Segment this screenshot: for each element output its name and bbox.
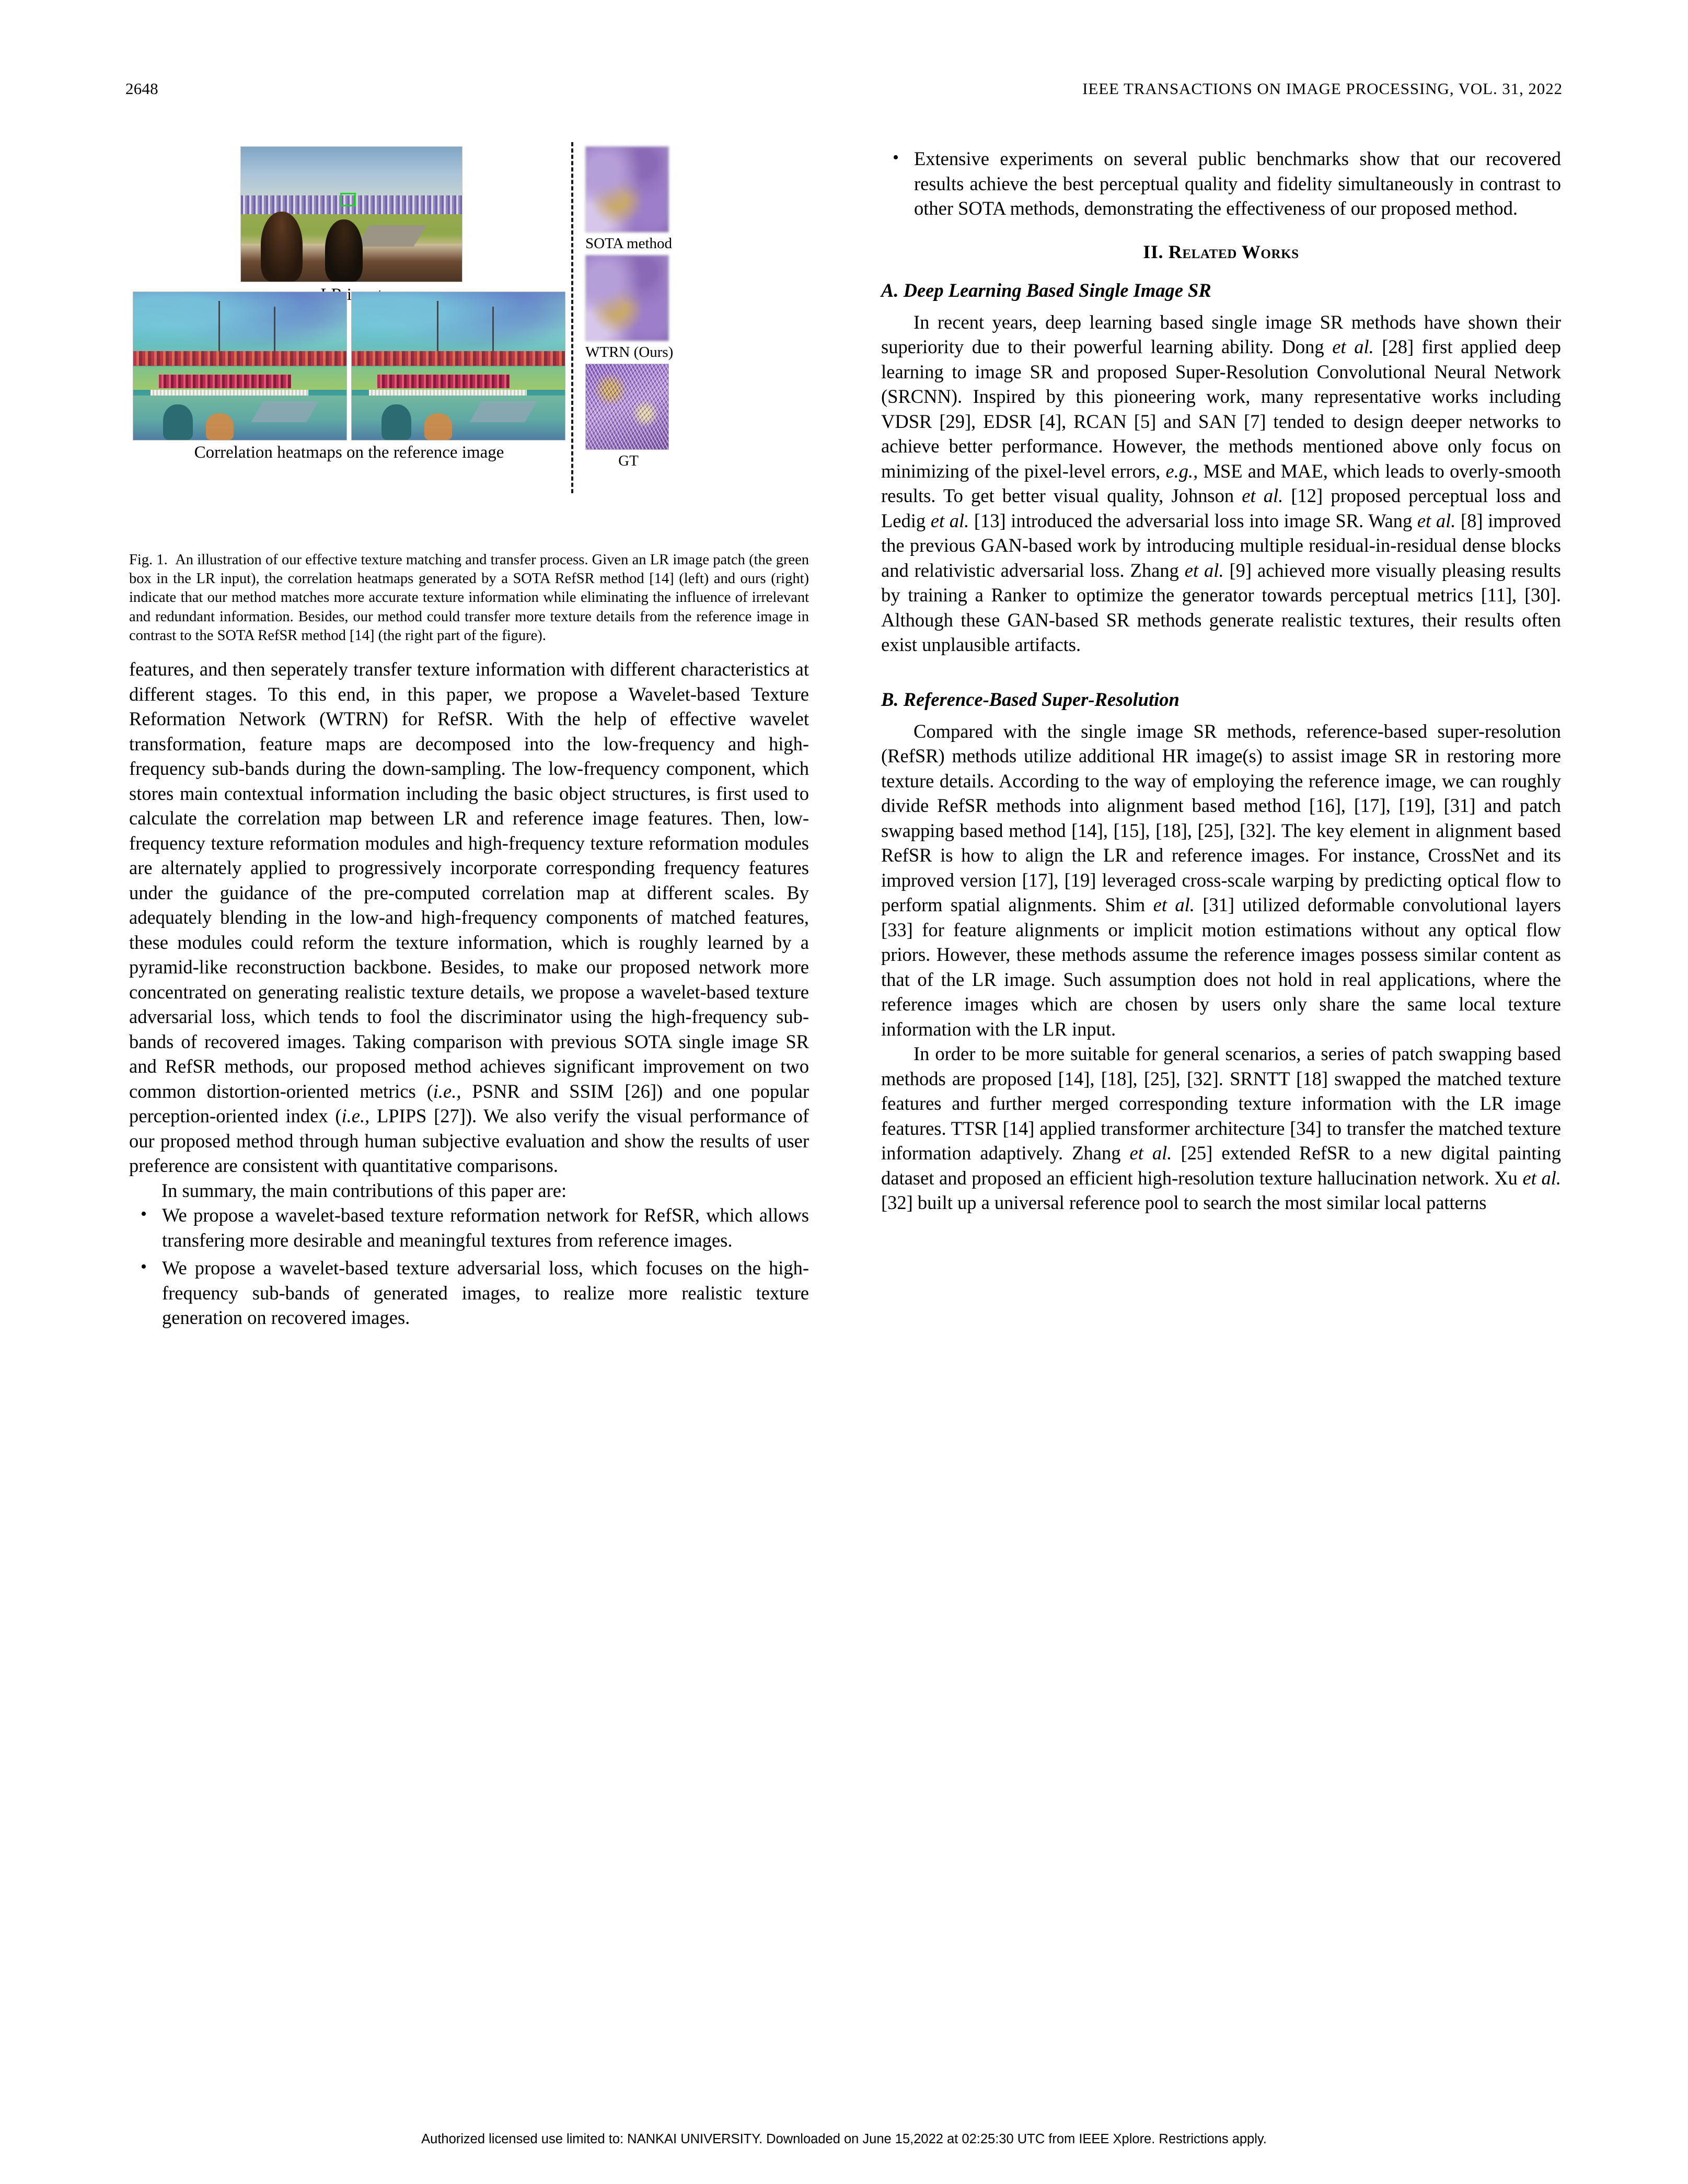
contribution-text: We propose a wavelet-based texture adversarial loss, which focuses on the high-frequency sub-bands of generated images, to realize more realistic texture generation on recovered images. [162, 1257, 809, 1329]
para-part-7: [9] achieved more visually pleasing results by training a Ranker to optimize the generator towards perceptual metrics [11], [30]. Although these GAN-based SR methods generate realistic textures, their results often exist unplausible artifacts. [881, 559, 1562, 655]
heatmap-diagonal-marking [251, 401, 318, 422]
heatmap-ours [351, 292, 565, 440]
figure-divider [571, 142, 573, 493]
left-column [129, 146, 809, 1333]
et-al-3: et al. [930, 509, 969, 531]
right-column [881, 146, 1561, 1333]
patch-sota-label: SOTA method [585, 235, 673, 252]
para-part-3: MSE and MAE, which leads to overly-smooth results. To get better visual quality, Johnson [881, 460, 1561, 506]
heatmap-mast-left [437, 301, 438, 351]
et-al-2: et al. [1242, 485, 1284, 506]
et-al-1: et al. [1332, 336, 1374, 357]
para-part-3: LPIPS [27]). We also verify the visual performance of our proposed method through human subjective evaluation and show the results of user preference are consistent with quantitative comparisons. [129, 1105, 810, 1177]
section-title: Related Works [1168, 241, 1299, 262]
eg-abbrev: e.g., [1165, 460, 1198, 482]
green-patch-box [340, 193, 355, 207]
list-item [881, 146, 1561, 221]
figure-1-caption-text: An illustration of our effective texture matching and transfer process. Given an LR image patch (the green box in the LR input), the correlation heatmaps generated by a SOTA RefSR method [14] (left) and ours (right) indicate that our method matches more accurate texture information while eliminating the influence of irrelevant and redundant information. Besides, our method could transfer more texture details from the reference image in contrast to the SOTA RefSR method [14] (the right part of the figure). [129, 552, 809, 644]
lr-foreground-person-right [325, 219, 363, 282]
patch-gt-label: GT [618, 452, 639, 469]
left-paragraph-continued [129, 657, 809, 1178]
patch-wtrn-ours [585, 255, 669, 341]
contributions-list-continued [881, 146, 1561, 221]
two-column-body [129, 146, 1561, 1333]
figure-patch-column [585, 146, 672, 472]
heatmap-mast-right [274, 307, 275, 351]
para-part-2: [28] first applied deep learning to image SR and proposed Super-Resolution Convolutional Neural Network (SRCNN). Inspired by this pioneering work, many representative works including VDSR [29], EDSR [4], RCAN [5] and SAN [7] tended to design deeper networks to achieve better performance. However, the methods mentioned above only focus on minimizing of the pixel-level errors, [881, 336, 1561, 482]
left-paragraph-summary: In summary, the main contributions of this paper are: [161, 1179, 567, 1201]
et-al-5: et al. [1184, 559, 1224, 581]
et-al-1: et al. [1153, 894, 1195, 915]
journal-title: IEEE TRANSACTIONS ON IMAGE PROCESSING, VOL. 31, 2022 [1082, 79, 1563, 98]
heatmap-sota [133, 292, 347, 440]
heatmap-person-right [424, 413, 452, 440]
subsection-a-paragraph [881, 310, 1561, 657]
contributions-list [129, 1203, 809, 1330]
figure-1-caption [129, 551, 809, 645]
para-part-2: [31] utilized deformable convolutional layers [33] for feature alignments or implicit motion estimations without any optical flow priors. However, these methods assume the reference images possess similar content as that of the LR image. Such assumption does not hold in real applications, where the reference images which are chosen by users only share the same local texture information with the LR input. [881, 894, 1561, 1040]
heatmap-sky [352, 292, 565, 358]
ie-abbrev-1: i.e., [433, 1080, 461, 1102]
ie-abbrev-2: i.e., [341, 1105, 370, 1127]
page-number: 2648 [125, 79, 158, 98]
patch-ground-truth [585, 364, 669, 450]
figure-1-graphic [129, 146, 809, 543]
para-part-1: In recent years, deep learning based single image SR methods have shown their superiority due to their powerful learning ability. Dong [881, 311, 1561, 357]
et-al-3: et al. [1522, 1167, 1562, 1189]
et-al-4: et al. [1417, 509, 1456, 531]
bullet-icon: • [141, 1257, 147, 1277]
heatmap-sky [133, 292, 346, 358]
para-part-3: [32] built up a universal reference pool to search the most similar local patterns [881, 1192, 1487, 1213]
running-head [125, 79, 1563, 98]
contribution-text: We propose a wavelet-based texture reformation network for RefSR, which allows transfering more desirable and meaningful textures from reference images. [162, 1204, 809, 1251]
heatmap-diagonal-marking [469, 401, 537, 422]
patch-sota-method [585, 146, 669, 233]
subsection-b-paragraph-2 [881, 1041, 1561, 1215]
para-part-1: Compared with the single image SR methods, reference-based super-resolution (RefSR) methods utilize additional HR image(s) to assist image SR in restoring more texture details. According to the way of employing the reference image, we can roughly divide RefSR methods into alignment based method [16], [17], [19], [31] and patch swapping based method [14], [15], [18], [25], [32]. The key element in alignment based RefSR is how to align the LR and reference images. For instance, CrossNet and its improved version [17], [19] leveraged cross-scale warping by predicting optical flow to perform spatial alignments. Shim [881, 720, 1561, 915]
subsection-b-paragraph-1 [881, 719, 1561, 1042]
heatmap-crowd-red [377, 375, 510, 388]
heatmap-red-band [352, 351, 565, 366]
et-al-2: et al. [1129, 1142, 1172, 1164]
list-item [129, 1203, 809, 1252]
lr-foreground-person-left [261, 212, 303, 282]
heatmap-red-band [133, 351, 346, 366]
section-heading-related-works [881, 241, 1561, 263]
para-part-6: [8] improved the previous GAN-based work by introducing multiple residual-in-residual dense blocks and relativistic adversarial loss. Zhang [881, 509, 1562, 581]
heatmap-person-left [381, 404, 411, 440]
para-part-2: PSNR and SSIM [26]) and one popular perception-oriented index ( [129, 1080, 809, 1127]
contribution-text: Extensive experiments on several public benchmarks show that our recovered results achieve the best perceptual quality and fidelity simultaneously in contrast to other SOTA methods, demonstrating the effectiveness of our proposed method. [914, 148, 1561, 219]
heatmap-mast-left [218, 301, 220, 351]
subsection-heading-a: A. Deep Learning Based Single Image SR [881, 279, 1211, 301]
figure-1 [129, 146, 809, 645]
subsection-heading-b: B. Reference-Based Super-Resolution [881, 688, 1180, 710]
list-item [129, 1256, 809, 1330]
bullet-icon: • [141, 1204, 147, 1224]
lr-input-image [240, 146, 463, 282]
para-part-1: In order to be more suitable for general scenarios, a series of patch swapping based methods are proposed [14], [18], [25], [32]. SRNTT [18] swapped the matched texture features and further merged corresponding texture information with the LR image features. TTSR [14] applied transformer architecture [34] to transfer the matched texture information adaptively. Zhang [881, 1043, 1561, 1164]
heatmap-mast-right [492, 307, 494, 351]
para-part-4: [12] proposed perceptual loss and Ledig [881, 485, 1561, 531]
para-part-5: [13] introduced the adversarial loss into image SR. Wang [969, 509, 1417, 531]
patch-wtrn-label: WTRN (Ours) [585, 344, 674, 361]
heatmaps-label: Correlation heatmaps on the reference image [194, 443, 504, 462]
heatmap-crowd-red [159, 375, 291, 388]
para-part-2: [25] extended RefSR to a new digital painting dataset and proposed an efficient high-resolution texture hallucination network. Xu [881, 1142, 1562, 1189]
section-number: II. [1143, 241, 1164, 262]
footer-license-notice: Authorized licensed use limited to: NANKAI UNIVERSITY. Downloaded on June 15,2022 at 02:25:30 UTC from IEEE Xplore. Restrictions apply. [421, 2132, 1267, 2146]
heatmap-person-right [206, 413, 234, 440]
figure-1-caption-label: Fig. 1. [129, 552, 168, 568]
para-part-1: features, and then seperately transfer texture information with different characteristics at different stages. To this end, in this paper, we propose a Wavelet-based Texture Reformation Network (WTRN) for RefSR. With the help of effective wavelet transformation, feature maps are decomposed into the low-frequency and high-frequency sub-bands during the down-sampling. The low-frequency component, which stores main contextual information including the basic object structures, is first used to calculate the correlation map between LR and reference image features. Then, low-frequency texture reformation modules and high-frequency texture reformation modules are alternately applied to progressively incorporate corresponding frequency features under the guidance of the pre-computed correlation map at different scales. By adequately blending in the low-and high-frequency components of matched features, these modules could reform the texture information, which is roughly learned by a pyramid-like reconstruction backbone. Besides, to make our proposed network more concentrated on generating realistic texture details, we propose a wavelet-based texture adversarial loss, which tends to fool the discriminator using the high-frequency sub-bands of recovered images. Taking comparison with previous SOTA single image SR and RefSR methods, our proposed method achieves significant improvement on two common distortion-oriented metrics ( [129, 658, 809, 1102]
heatmap-person-left [163, 404, 193, 440]
bullet-icon: • [893, 148, 899, 167]
